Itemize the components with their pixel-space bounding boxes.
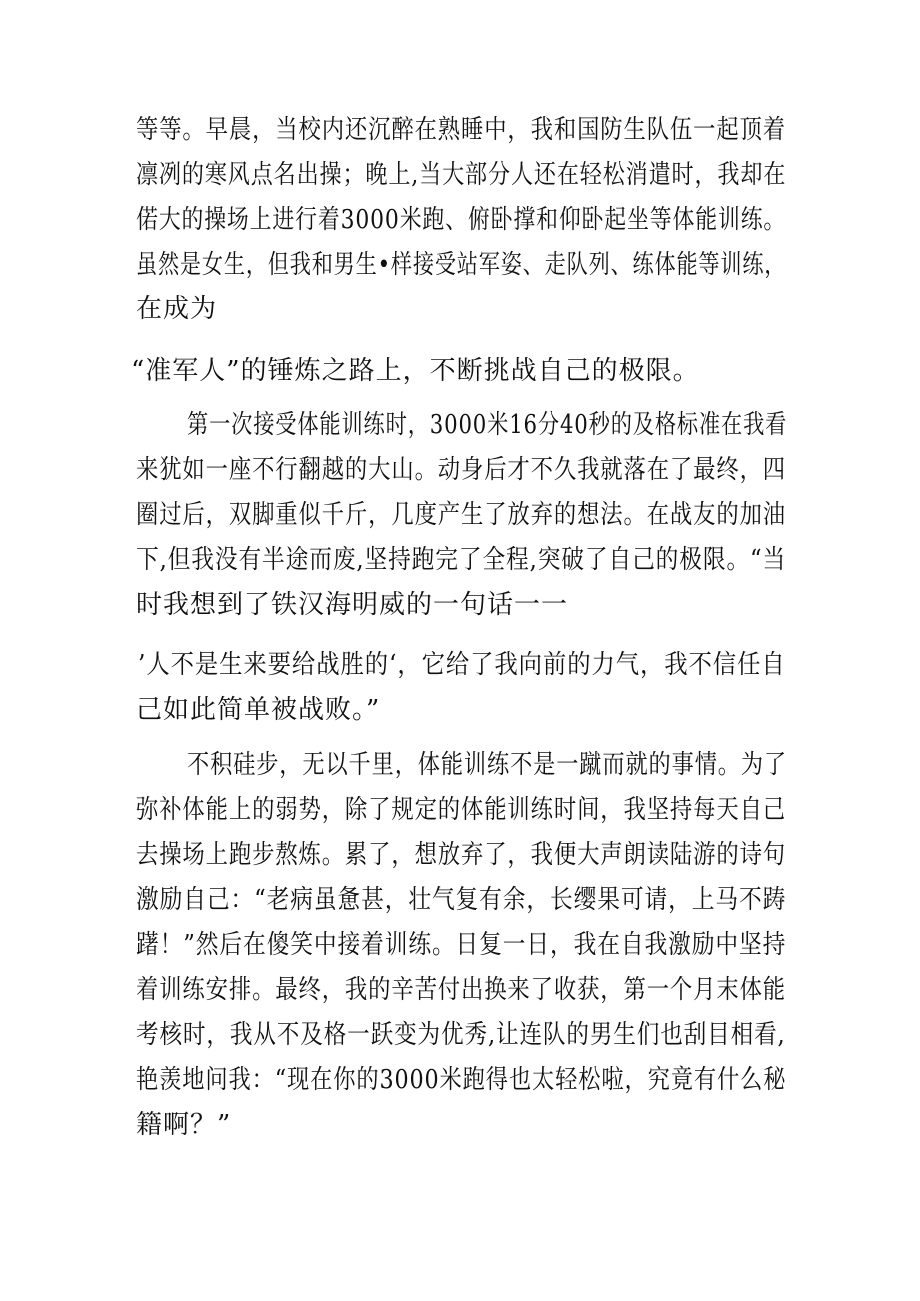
text-line: 下,但我没有半途而废,坚持跑完了全程,突破了自己的极限。“当 <box>136 545 787 575</box>
text-line: 去操场上跑步熬炼。累了，想放弃了，我便大声朗读陆游的诗句 <box>136 840 787 870</box>
text-line: 弥补体能上的弱势，除了规定的体能训练时间，我坚持每天自己 <box>136 795 787 825</box>
text-line: 在成为 <box>136 294 218 324</box>
text-line: 凛冽的寒风点名出操；晚上,当大部分人还在轻松消遣时，我却在 <box>136 160 787 190</box>
paragraph-first-line: 不积硅步，无以千里，体能训练不是一蹴而就的事情。为了 <box>187 750 788 780</box>
text-line: 圈过后，双脚重似千斤，几度产生了放弃的想法。在战友的加油 <box>136 500 787 530</box>
text-line: 艳羡地问我：“现在你的3000米跑得也太轻松啦，究竟有什么秘 <box>136 1065 787 1095</box>
text-line: ’人不是生来要给战胜的‘，它给了我向前的力气，我不信任自 <box>138 650 786 680</box>
text-line: 己如此简单被战败。” <box>136 695 381 725</box>
paragraph-first-line: 第一次接受体能训练时，3000米16分40秒的及格标准在我看 <box>187 410 788 440</box>
text-line: 躇！”然后在傻笑中接着训练。日复一日，我在自我激励中坚持 <box>136 930 787 960</box>
text-line: “准军人”的锤炼之路上，不断挑战自己的极限。 <box>131 356 700 386</box>
text-line: 考核时，我从不及格一跃变为优秀,让连队的男生们也刮目相看, <box>136 1020 786 1050</box>
text-line: 偌大的操场上进行着3000米跑、俯卧撑和仰卧起坐等体能训练。 <box>136 205 787 235</box>
text-line: 籍啊？” <box>136 1110 232 1140</box>
text-line: 时我想到了铁汉海明威的一句话一一 <box>136 590 569 620</box>
text-line: 来犹如一座不行翻越的大山。动身后才不久我就落在了最终，四 <box>136 455 787 485</box>
text-line: 虽然是女生，但我和男生•样接受站军姿、走队列、练体能等训练， <box>136 250 787 280</box>
text-line: 着训练安排。最终，我的辛苦付出换来了收获，第一个月末体能 <box>136 975 787 1005</box>
text-line: 等等。早晨，当校内还沉醉在熟睡中，我和国防生队伍一起顶着 <box>136 115 787 145</box>
text-line: 激励自己：“老病虽惫甚，壮气复有余，长缨果可请，上马不踌 <box>136 885 787 915</box>
